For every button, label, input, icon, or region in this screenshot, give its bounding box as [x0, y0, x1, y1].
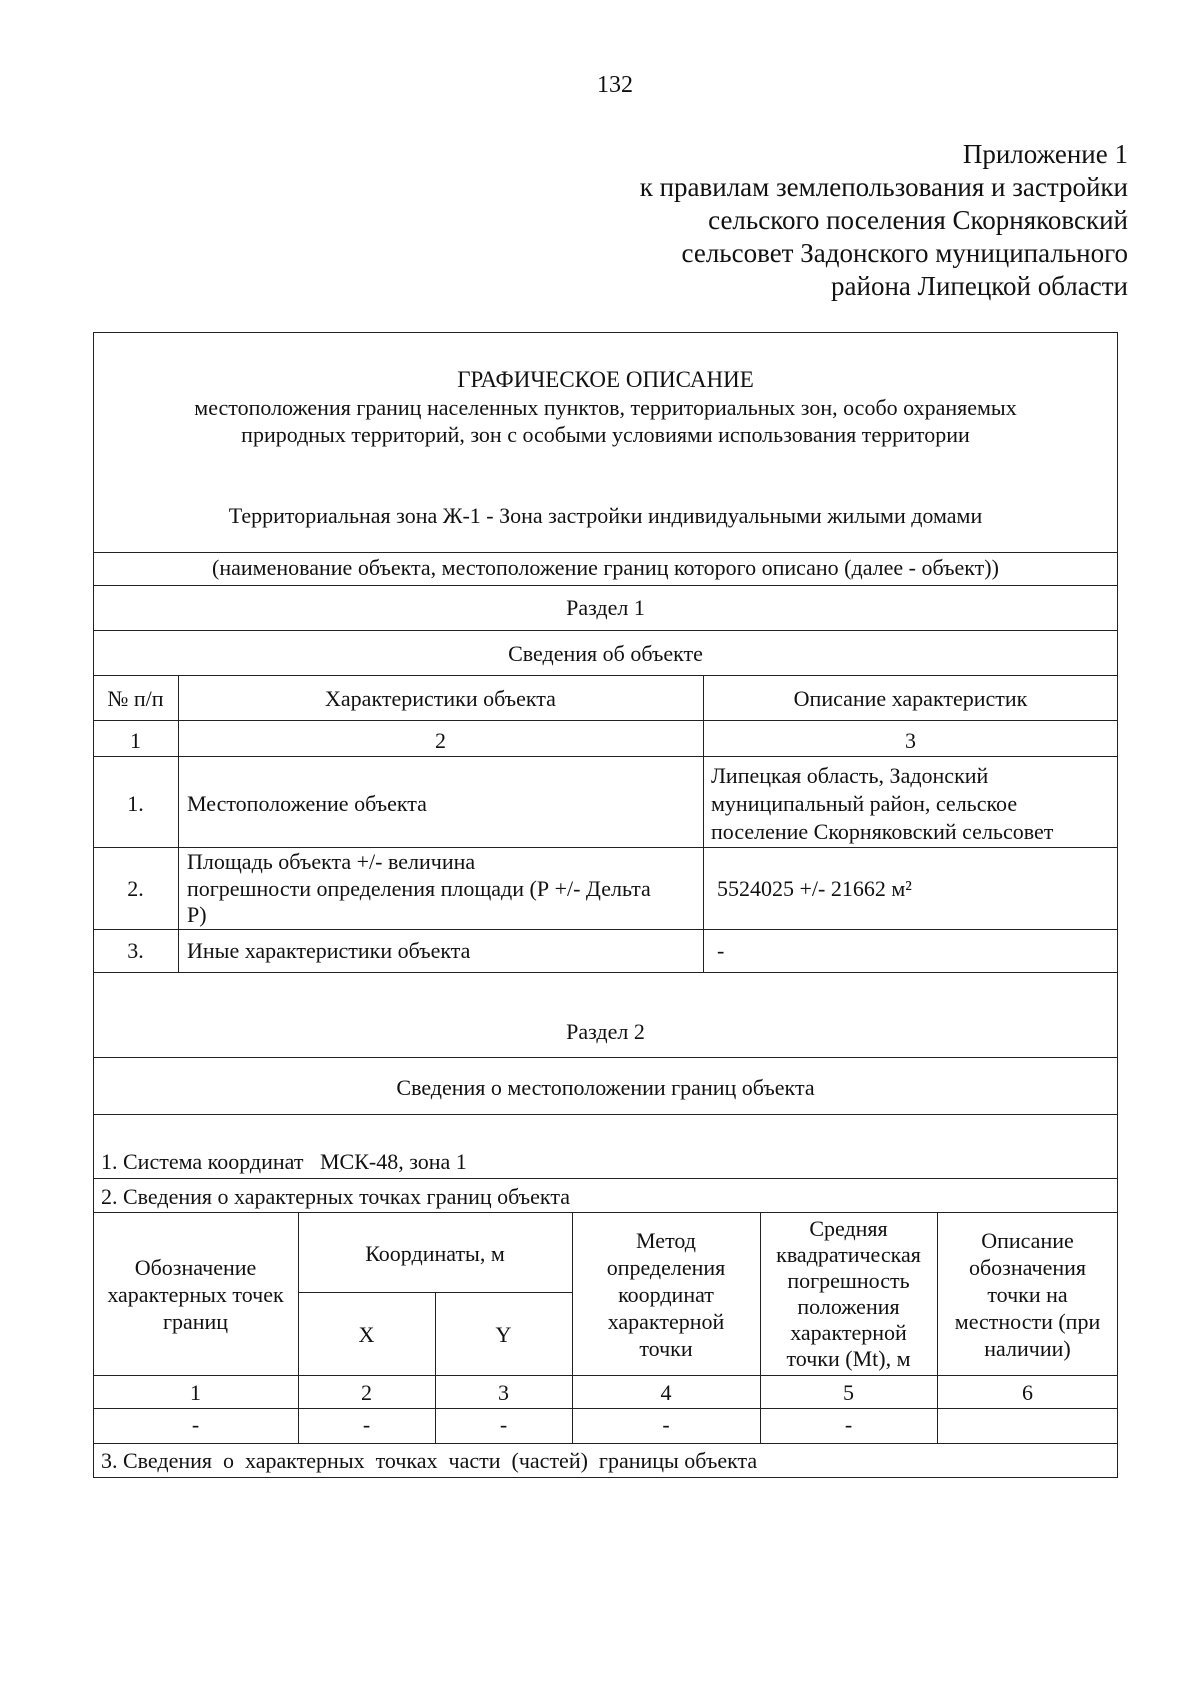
header-location-description: наличии) — [984, 1336, 1071, 1361]
header-y: Y — [495, 1322, 512, 1347]
row-divider — [93, 720, 1118, 721]
cell-value: - — [362, 1412, 371, 1437]
column-number: 2 — [435, 728, 446, 753]
section-1-title: Раздел 1 — [566, 595, 645, 620]
appendix-line: сельсовет Задонского муниципального — [681, 238, 1128, 268]
header-location-description: местности (при — [954, 1309, 1101, 1334]
row-number: 3. — [127, 938, 144, 963]
header-error: погрешность — [787, 1268, 910, 1293]
row-divider — [93, 847, 1118, 848]
row-divider — [93, 675, 1118, 676]
row-description: поселение Скорняковский сельсовет — [711, 819, 1054, 844]
section-2-subtitle: Сведения о местоположении границ объекта — [396, 1075, 815, 1100]
row-divider — [93, 1178, 1118, 1179]
row-characteristic: Местоположение объекта — [187, 791, 427, 816]
header-error: положения — [797, 1294, 900, 1319]
column-number: 2 — [361, 1380, 372, 1405]
appendix-line: к правилам землепользования и застройки — [639, 172, 1128, 202]
header-error: точки (Mt), м — [786, 1346, 911, 1371]
document-title: ГРАФИЧЕСКОЕ ОПИСАНИЕ — [457, 367, 754, 392]
parts-title: 3. Сведения о характерных точках части (частей) границы объекта — [101, 1448, 758, 1473]
row-characteristic: погрешности определения площади (Р +/- Дельта — [187, 876, 651, 901]
row-number: 2. — [127, 876, 144, 901]
header-designation: характерных точек — [107, 1282, 284, 1307]
header-designation: Обозначение — [134, 1255, 257, 1280]
row-number: 1. — [127, 791, 144, 816]
column-number: 1 — [190, 1380, 201, 1405]
row-divider — [93, 1057, 1118, 1058]
row-divider — [93, 1443, 1118, 1444]
header-error: Средняя — [809, 1216, 888, 1241]
appendix-line: сельского поселения Скорняковский — [708, 205, 1128, 235]
zone-name: Территориальная зона Ж-1 - Зона застройки индивидуальными жилыми домами — [228, 503, 983, 528]
points-title: 2. Сведения о характерных точках границ объекта — [101, 1184, 570, 1209]
header-location-description: Описание — [981, 1228, 1074, 1253]
row-divider — [93, 585, 1118, 586]
object-note: (наименование объекта, местоположение границ которого описано (далее - объект)) — [212, 555, 999, 580]
header-location-description: точки на — [987, 1282, 1068, 1307]
cell-value: - — [662, 1412, 670, 1437]
header-method: Метод — [636, 1228, 696, 1253]
row-description: муниципальный район, сельское — [711, 791, 1018, 816]
column-number: 5 — [843, 1380, 854, 1405]
row-characteristic: Площадь объекта +/- величина — [187, 849, 476, 874]
header-method: точки — [639, 1336, 693, 1361]
appendix-line: Приложение 1 — [962, 139, 1128, 169]
row-divider — [93, 1114, 1118, 1115]
row-description: Липецкая область, Задонский — [711, 763, 989, 788]
section-2-title: Раздел 2 — [566, 1019, 645, 1044]
column-header-number: № п/п — [107, 686, 164, 711]
row-divider — [93, 1408, 1118, 1409]
row-description: 5524025 +/- 21662 м² — [717, 876, 912, 901]
column-number: 1 — [130, 728, 141, 753]
row-divider — [93, 552, 1118, 553]
column-number: 6 — [1022, 1380, 1033, 1405]
row-divider — [93, 1212, 1118, 1213]
row-divider — [298, 1292, 572, 1293]
document-subtitle: местоположения границ населенных пунктов, территориальных зон, особо охраняемых — [194, 395, 1017, 420]
row-characteristic: Иные характеристики объекта — [187, 938, 471, 963]
document-subtitle: природных территорий, зон с особыми условиями использования территории — [241, 422, 970, 447]
row-divider — [93, 756, 1118, 757]
row-divider — [93, 1375, 1118, 1376]
header-error: квадратическая — [776, 1242, 921, 1267]
appendix-line: района Липецкой области — [831, 271, 1128, 301]
header-x: X — [358, 1322, 375, 1347]
section-1-subtitle: Сведения об объекте — [508, 641, 703, 666]
column-number: 4 — [660, 1380, 672, 1405]
appendix-block — [640, 138, 1128, 303]
column-number: 3 — [905, 728, 916, 753]
row-divider — [93, 929, 1118, 930]
header-method: характерной — [607, 1309, 725, 1334]
coordinate-system: 1. Система координат МСК-48, зона 1 — [101, 1149, 467, 1174]
row-description: - — [717, 938, 725, 963]
header-method: определения — [606, 1255, 726, 1280]
cell-value: - — [499, 1412, 508, 1437]
column-number: 3 — [498, 1380, 509, 1405]
header-location-description: обозначения — [968, 1255, 1087, 1280]
row-characteristic: Р) — [187, 902, 207, 927]
header-method: координат — [618, 1282, 714, 1307]
page-number: 132 — [597, 72, 633, 98]
column-header-characteristics: Характеристики объекта — [325, 686, 556, 711]
header-designation: границ — [162, 1309, 229, 1334]
cell-value: - — [844, 1412, 853, 1437]
cell-value: - — [191, 1412, 200, 1437]
row-divider — [93, 630, 1118, 631]
header-error: характерной — [790, 1320, 907, 1345]
header-coordinates: Координаты, м — [365, 1241, 505, 1266]
column-header-description: Описание характеристик — [793, 686, 1028, 711]
row-divider — [93, 972, 1118, 973]
